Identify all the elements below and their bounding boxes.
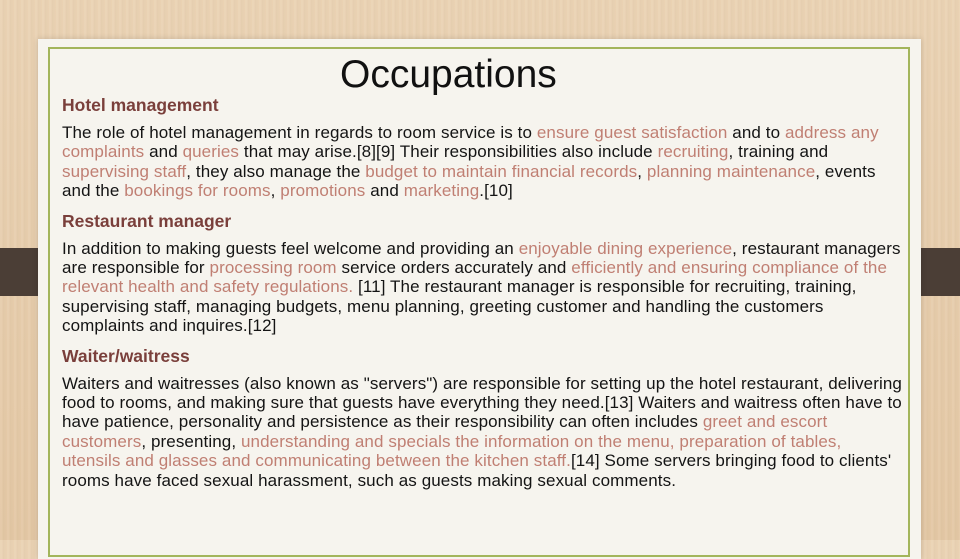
hyperlink-text[interactable]: understanding and specials the information on the menu, preparation of tables, utensils and glasses and communicating between the kitchen staff. (62, 431, 842, 471)
hyperlink-text[interactable]: address any complaints (62, 123, 879, 162)
body-text: that may arise.[8][9] Their responsibilities also include (239, 142, 658, 162)
section-heading-waiter-waitress: Waiter/waitress (62, 345, 190, 366)
body-text: , events and the (62, 161, 876, 201)
hyperlink-text[interactable]: supervising staff (62, 161, 187, 181)
section-body-hotel-management (62, 123, 904, 201)
hyperlink-text[interactable]: queries (182, 142, 240, 162)
section-heading-hotel-management: Hotel management (62, 95, 219, 115)
body-text: , they also manage the (186, 161, 366, 181)
section-heading-restaurant-manager: Restaurant manager (62, 210, 232, 231)
hyperlink-text[interactable]: recruiting (657, 142, 729, 162)
hyperlink-text[interactable]: bookings for rooms (124, 181, 271, 201)
hyperlink-text[interactable]: marketing (403, 181, 480, 201)
body-text: [14] Some servers bringing food to clients' rooms have faced sexual harassment, such as guests making sexual comments. (62, 451, 892, 490)
section-body-restaurant-manager (62, 239, 904, 336)
body-text: [11] The restaurant manager is responsible for recruiting, training, supervising staff, managing budgets, menu planning, greeting customer and handling the customers complaints and inquires.[12] (62, 277, 857, 336)
hyperlink-text[interactable]: efficiently and ensuring compliance of the relevant health and safety regulations. (62, 258, 888, 297)
body-text: .[10] (479, 181, 513, 201)
body-text: In addition to making guests feel welcome and providing an (62, 238, 519, 258)
slide-title: Occupations (340, 53, 557, 96)
body-text: and (365, 181, 404, 201)
hyperlink-text[interactable]: greet and escort customers (62, 412, 828, 451)
body-text: The role of hotel management in regards to room service is to (62, 123, 537, 142)
body-text: , restaurant managers are responsible for (62, 238, 901, 278)
body-text: and to (727, 123, 785, 142)
hyperlink-text[interactable]: promotions (280, 181, 366, 201)
hyperlink-text[interactable]: budget to maintain financial records (365, 161, 638, 181)
hyperlink-text[interactable]: planning maintenance (646, 161, 816, 181)
body-text: service orders accurately and (336, 258, 572, 278)
body-text: , training and (728, 142, 829, 162)
body-text: , presenting, (141, 431, 241, 451)
hyperlink-text[interactable]: enjoyable dining experience (518, 238, 733, 258)
left-accent-bar (0, 248, 38, 296)
slide-content (62, 94, 904, 490)
body-text: , (270, 181, 281, 201)
hyperlink-text[interactable]: ensure guest satisfaction (536, 123, 728, 142)
body-text: , (637, 161, 647, 181)
section-body-waiter-waitress (62, 374, 904, 490)
body-text: and (144, 142, 183, 162)
hyperlink-text[interactable]: processing room (209, 258, 337, 278)
body-text: Waiters and waitresses (also known as "servers") are responsible for setting up the hotel restaurant, delivering food to rooms, and making sure that guests have everything they need.[13] Waiters and waitress often have to have patience, personality and persistence as their responsibility can often includes (62, 373, 902, 432)
